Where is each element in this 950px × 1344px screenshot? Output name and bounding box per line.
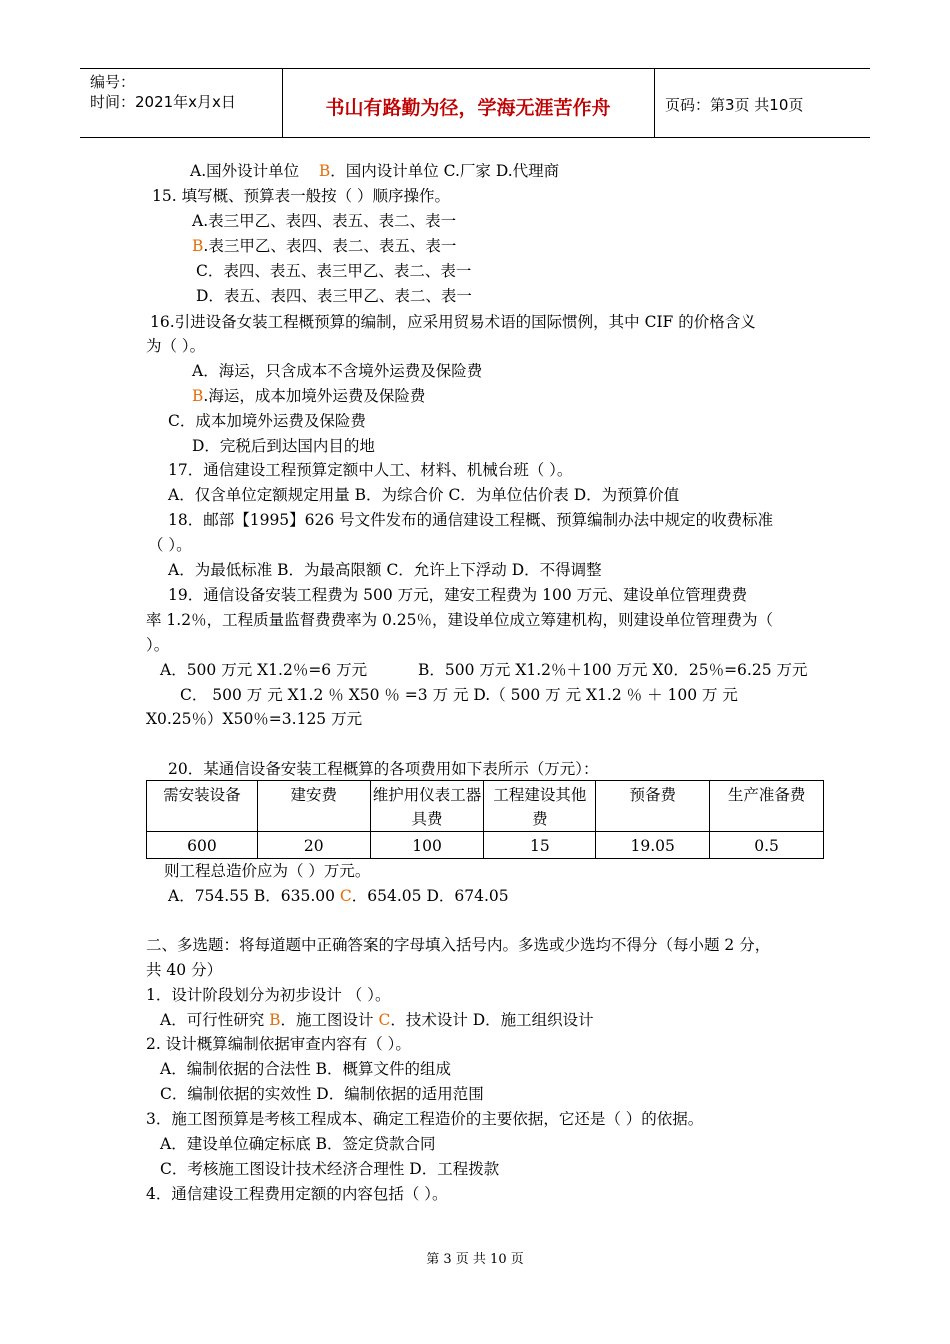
header-motto-cell: [282, 69, 655, 137]
m3-options-cd: C．考核施工图设计技术经济合理性 D．工程拨款: [160, 1160, 500, 1178]
header-meta-cell: [80, 69, 283, 137]
m2-options-ab: A．编制依据的合法性 B．概算文件的组成: [160, 1060, 452, 1078]
table-header-cell: 建安费: [257, 781, 370, 832]
option-text: ．技术设计 D．施工组织设计: [390, 1011, 594, 1029]
m3-stem: 3．施工图预算是考核工程成本、确定工程造价的主要依据，它还是（ ）的依据。: [146, 1110, 704, 1128]
q16-stem-line2: 为（ ）。: [146, 337, 206, 355]
option-text: ．654.05 D．674.05: [351, 887, 509, 905]
table-row: [147, 832, 824, 859]
option-text: .海运，成本加境外运费及保险费: [203, 387, 426, 405]
table-header-cell: 生产准备费: [710, 781, 824, 832]
q15-option-a: A.表三甲乙、表四、表五、表二、表一: [192, 212, 457, 230]
m3-options-ab: A．建设单位确定标底 B．签定贷款合同: [160, 1135, 436, 1153]
page-number-label: 页码：第3页 共10页: [665, 96, 804, 114]
q17-stem: 17．通信建设工程预算定额中人工、材料、机械台班（ ）。: [168, 461, 573, 479]
q18-options: A．为最低标准 B．为最高限额 C．允许上下浮动 D．不得调整: [168, 561, 602, 579]
q17-options: A．仅含单位定额规定用量 B．为综合价 C．为单位估价表 D．为预算价值: [168, 486, 680, 504]
answer-letter: C: [339, 887, 352, 905]
table-header-cell: 需安装设备: [147, 781, 258, 832]
q15-option-c: C．表四、表五、表三甲乙、表二、表一: [196, 262, 472, 280]
page-header: [80, 68, 870, 138]
motto-text: 书山有路勤为径，学海无涯苦作舟: [325, 97, 611, 119]
q19-stem-line2: 率 1.2％，工程质量监督费费率为 0.25％，建设单位成立筹建机构，则建设单位管理费为（: [146, 611, 774, 629]
q18-stem-line1: 18．邮部【1995】626 号文件发布的通信建设工程概、预算编制办法中规定的收费标准: [168, 511, 774, 529]
q14-options: [190, 160, 559, 182]
header-page-cell: [655, 69, 870, 137]
m2-options-cd: C．编制依据的实效性 D．编制依据的适用范围: [160, 1085, 484, 1103]
q19-option-d-cont: X0.25％）X50％=3.125 万元: [146, 710, 363, 728]
q16-stem-line1: 16.引进设备女装工程概预算的编制，应采用贸易术语的国际惯例，其中 CIF 的价格含义: [150, 313, 756, 331]
q19-stem-line3: ）。: [146, 636, 170, 654]
table-cell: 600: [147, 832, 258, 859]
section2-heading-line2: 共 40 分）: [146, 961, 223, 979]
q19-option-a: A．500 万元 X1.2％=6 万元: [160, 661, 368, 679]
q15-option-d: D．表五、表四、表三甲乙、表二、表一: [196, 287, 472, 305]
doc-time-label: 时间：2021年x月x日: [90, 93, 236, 111]
option-text: ．施工图设计: [280, 1011, 379, 1029]
q19-option-b: B．500 万元 X1.2％＋100 万元 X0．25％=6.25 万元: [418, 661, 808, 679]
option-text: A．754.55 B．635.00: [168, 887, 340, 905]
table-header-cell: 预备费: [596, 781, 710, 832]
table-header-cell: 工程建设其他费: [484, 781, 596, 832]
table-cell: 19.05: [596, 832, 710, 859]
option-a: A.国外设计单位: [190, 162, 300, 180]
q16-option-a: A．海运，只含成本不含境外运费及保险费: [192, 362, 483, 380]
option-text: A．可行性研究: [160, 1011, 270, 1029]
table-cell: 15: [484, 832, 596, 859]
answer-letter: B: [192, 237, 204, 255]
table-cell: 0.5: [710, 832, 824, 859]
option-text: .表三甲乙、表四、表二、表五、表一: [203, 237, 457, 255]
q16-option-b: [192, 385, 425, 407]
doc-number-label: 编号：: [90, 73, 136, 91]
m1-options: [160, 1009, 594, 1031]
m4-stem: 4．通信建设工程费用定额的内容包括（ ）。: [146, 1185, 448, 1203]
table-cell: 20: [257, 832, 370, 859]
q20-stem: 20．某通信设备安装工程概算的各项费用如下表所示（万元）：: [168, 760, 599, 778]
section2-heading-line1: 二、多选题：将每道题中正确答案的字母填入括号内。多选或少选均不得分（每小题 2 分，: [146, 936, 771, 954]
q20-options: [168, 885, 509, 907]
q16-option-d: D．完税后到达国内目的地: [192, 437, 375, 455]
answer-letter: B: [192, 387, 204, 405]
q15-stem: 15. 填写概、预算表一般按（ ）顺序操作。: [152, 187, 451, 205]
m1-stem: 1．设计阶段划分为初步设计 （ ）。: [146, 986, 391, 1004]
answer-letter: B: [269, 1011, 281, 1029]
m2-stem: 2. 设计概算编制依据审查内容有（ ）。: [146, 1035, 411, 1053]
answer-letter: B: [318, 162, 331, 180]
q19-options-cd: C． 500 万 元 X1.2 ％ X50 ％ =3 万 元 D.（ 500 万 元 X1.2 ％ ＋ 100 万 元: [180, 686, 738, 704]
table-header-row: [147, 781, 824, 832]
q15-option-b: [192, 235, 456, 257]
q19-stem-line1: 19．通信设备安装工程费为 500 万元，建安工程费为 100 万元、建设单位管理费费: [168, 586, 748, 604]
q16-option-c: C．成本加境外运费及保险费: [168, 412, 366, 430]
option-rest: ．国内设计单位 C.厂家 D.代理商: [330, 162, 560, 180]
q18-stem-line2: （ ）。: [148, 536, 192, 554]
q20-after: 则工程总造价应为（ ）万元。: [164, 862, 371, 880]
answer-letter: C: [378, 1011, 391, 1029]
page-footer: 第 3 页 共 10 页: [426, 1252, 524, 1267]
table-cell: 100: [370, 832, 484, 859]
cost-table: [146, 780, 824, 859]
table-header-cell: 维护用仪表工器具费: [370, 781, 484, 832]
